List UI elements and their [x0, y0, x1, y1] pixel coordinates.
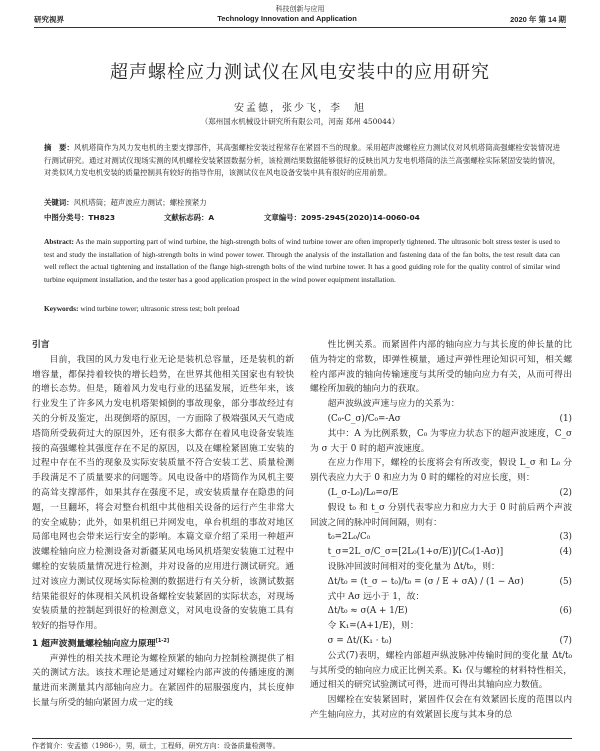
article-meta	[44, 212, 514, 223]
equation-number: (5)	[559, 576, 572, 587]
equation-number: (6)	[559, 606, 572, 617]
body-left-column	[32, 338, 294, 711]
equation-number: (1)	[559, 413, 572, 424]
article-number: 文章编号：2095-2945(2020)14-0060-04	[264, 213, 420, 222]
abstract-en	[44, 236, 560, 286]
paragraph: 其中：A 为比例系数，C₀ 为零应力状态下的超声波速度，C_σ 为 σ 大于 0 时的超声波速度。	[310, 428, 572, 454]
keywords-cn	[44, 197, 207, 208]
paragraph: 令 K₁=(A+1/E)，则：	[327, 621, 419, 632]
equation-1	[310, 412, 572, 427]
abstract-cn	[44, 142, 560, 180]
author-footnote: 作者简介：安孟德（1986-），男，硕士，工程师，研究方向：设备质量检测等。	[32, 738, 572, 751]
equation-number: (2)	[559, 487, 572, 498]
page-header	[34, 4, 566, 28]
equation-number: (3)	[559, 532, 572, 543]
section-1-title: 1 超声波测量螺栓轴向应力原理	[32, 638, 156, 649]
equation-text: t₀=2L₀/C₀	[327, 532, 371, 543]
equation-text: Δt/t₀ = (t_σ − t₀)/t₀ = (σ / E + σA) / (1 − Aσ)	[327, 576, 524, 587]
section-name: 研究视界	[34, 15, 64, 24]
keywords-text: 风机塔筒；超声波应力测试；螺栓预紧力	[73, 198, 207, 207]
authors: 安孟德，张少飞，李 旭	[234, 103, 366, 114]
journal-name-en: Technology Innovation and Application	[217, 14, 357, 23]
document-code: 文献标志码：A	[164, 213, 215, 222]
keywords-label: 关键词：	[44, 198, 74, 207]
affiliation: （郑州国水机械设计研究所有限公司，河南 郑州 450044）	[200, 117, 400, 126]
paragraph: 性比例关系。而紧固件内部的轴向应力与其长度的伸长量的比值为特定的常数，即弹性模量，通过声弹性理论知识可知，相关螺栓内部声波的轴向传输速度与其所受的轴向应力有关，从而可得出螺栓所加载的轴向力的获取。	[310, 340, 572, 395]
article-title: 超声螺栓应力测试仪在风电安装中的应用研究	[110, 62, 490, 83]
paragraph: 公式(7)表明，螺栓内部超声纵波脉冲传输时间的变化量 Δt/t₀ 与其所受的轴向应力成正比例关系。K₁ 仅与螺栓的材料特性相关，通过相关的研究试验测试可得，进而可得出其轴向应力数值。	[310, 650, 572, 691]
paragraph: 因螺栓在安装紧固时，紧固件仅会在有效紧固长度的范围以内产生轴向应力，其对应的有效紧固长度与其本身的总	[310, 695, 572, 720]
equation-6	[310, 604, 572, 619]
equation-2	[310, 486, 572, 501]
en-keywords-label: Keywords:	[44, 304, 79, 313]
clc-number: 中图分类号：TH823	[44, 213, 115, 222]
header-rule	[34, 27, 566, 28]
equation-number: (4)	[559, 547, 572, 558]
paragraph: 假设 t₀ 和 t_σ 分别代表零应力和应力大于 0 时前后两个声波回波之间的脉冲时间间隔，则有：	[310, 502, 572, 528]
equation-5	[310, 575, 572, 590]
equation-3	[310, 530, 572, 545]
en-abstract-text: As the main supporting part of wind turbine, the high-strength bolts of wind turbine tower are often improperly tightened. The ultrasonic bolt stress tester is used to test and study the installation of high-strength bolts in wind power tower. Through the analysis of the installation and fastening data of the fan bolts, the test result data can well reflect the actual tightening and installation of the flange high-strength bolts of the wind turbine tower. It has a good guiding role for the quality control of similar wind turbine equipment installation, and the tester has a good application prospect in the wind power equipment installation.	[44, 237, 560, 284]
equation-text: t_σ=2L_σ/C_σ=[2L₀(1+σ/E)]/[C₀(1-Aσ)]	[327, 547, 504, 558]
paragraph: 设脉冲回波时间相对的变化量为 Δt/t₀，则：	[327, 561, 500, 572]
en-keywords-text: wind turbine tower; ultrasonic stress test; bolt preload	[80, 304, 240, 313]
equation-4	[310, 545, 572, 560]
equation-text: σ = Δt/(K₁ · t₀)	[327, 635, 392, 646]
section-1-heading	[32, 634, 294, 652]
body-right-column	[310, 338, 572, 723]
equation-number: (7)	[559, 635, 572, 646]
intro-heading: 引言	[32, 340, 50, 350]
abstract-label: 摘 要：	[44, 143, 74, 152]
paragraph: 超声波纵波声速与应力的关系为：	[327, 399, 460, 410]
abstract-text: 风机塔筒作为风力发电机的主要支撑部件，其高强螺栓安装过程常存在紧固不当的现象。采用超声波螺栓应力测试仪对风机塔筒高强螺栓安装情况进行测试研究。通过对测试仪现场实测的风机螺栓安装紧固数据分析，该检测结果数据能够很好的反映出风力发电机塔筒的法兰高强螺栓实际紧固安装的情况，对类似风力发电机安装的质量控制具有较好的指导作用，该测试仪在风电设备安装中具有很好的应用前景。	[44, 143, 560, 178]
equation-7	[310, 634, 572, 649]
equation-text: Δt/t₀ ≈ σ(A + 1/E)	[327, 606, 408, 617]
paragraph: 在应力作用下，螺栓的长度将会有所改变，假设 L_σ 和 L₀ 分别代表应力大于 0 和应力为 0 时的螺栓的对应长度，则：	[310, 458, 572, 484]
section-1-paragraph: 声弹性的相关技术理论为螺栓预紧的轴向力控制检测提供了相关的测试方法。该技术理论是通过对螺栓内部声波的传播速度的测量进而来测量其内部轴向应力。在紧固件的屈服强度内，其长度伸长量与所受的轴向紧固力成一定的线	[32, 653, 294, 709]
section-1-citation: [1-2]	[155, 637, 170, 644]
equation-text: (C₀-C_σ)/C₀=-Aσ	[327, 413, 401, 424]
paragraph: 式中 Aσ 远小于 1，故：	[327, 591, 425, 602]
en-abstract-label: Abstract:	[44, 237, 74, 246]
intro-paragraph: 目前，我国的风力发电行业无论是装机总容量，还是装机的新增容量，都保持着较快的增长趋势，在世界其他相关国家也有较快的增长态势。但是，随着风力发电行业的迅猛发展，近些年来，该行业发生了许多风力发电机塔架倾倒的事故现象，部分事故经过有关的分析及鉴定，出现倒塔的原因，一方面除了极端强风天气造成塔筒所受载荷过大的原因外，还有很多大都存在着风电设备安装连接的高强螺栓其强度存在不足的原因，以及在螺栓紧固施工安装的过程中存在不当的现象及实际安装质量不符合安装工艺、质量检测手段满足不了质量要求的问题等。风电设备中的塔筒作为风机主要的高耸支撑部件，如果其存在强度不足，或安装质量存在隐患的问题，一旦翻坏，将会对整台机组中其他相关设备的运行产生非常大的安全威胁；此外，如果机组已并网发电，单台机组的事故对地区局部电网也会带来运行安全的影响。本篇文章介绍了采用一种超声波螺栓轴向应力检测设备对新疆某风电场风机塔架安装施工过程中螺栓的安装质量情况进行检测，并对设备的应用进行测试研究。通过对该应力测试仪现场实际检测的数据进行有关分析，该测试数据结果能很好的体现相关风机设备螺栓安装紧固的实际状态，对现场安装质量的控制起到很好的检测意义，对风电设备的安装施工具有较好的指导作用。	[32, 354, 294, 632]
issue-label: 2020 年 第 14 期	[510, 15, 566, 24]
equation-text: (L_σ-L₀)/L₀=σ/E	[327, 487, 399, 498]
keywords-en	[44, 304, 239, 313]
journal-name-cn: 科技创新与应用	[275, 5, 325, 13]
